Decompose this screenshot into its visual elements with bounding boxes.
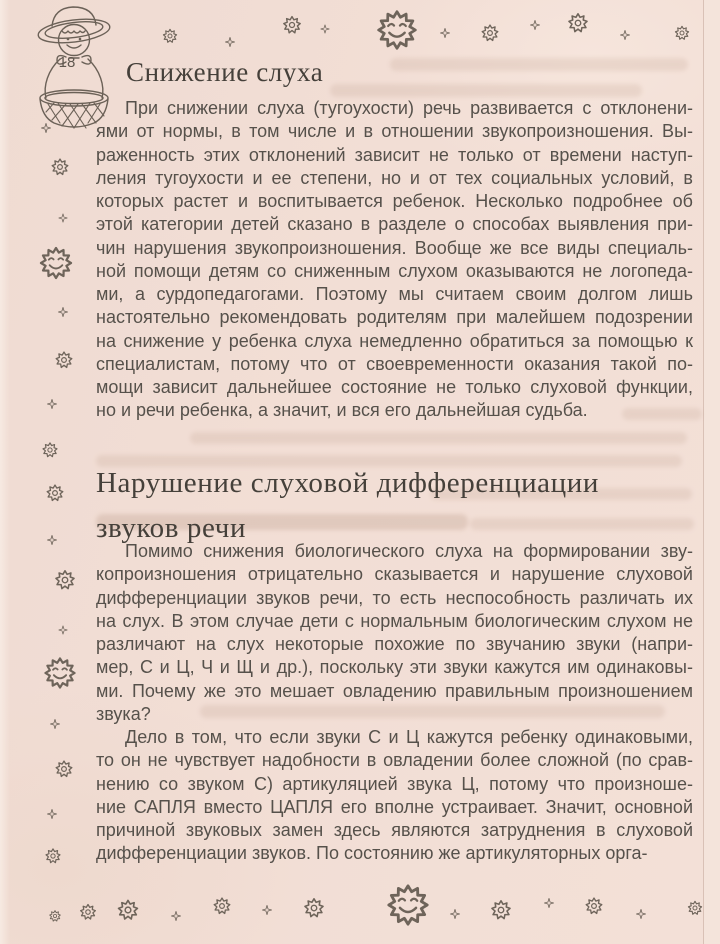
sun-icon [282,15,302,35]
sun-icon [117,899,140,922]
sun-icon [213,897,232,916]
sparkle-icon [58,307,69,318]
smiley-sun-icon [385,882,431,928]
text-line: различают на слух некоторые похожие по звучанию звуки (напри- [96,634,693,654]
text-line: Нарушение слуховой дифференциации [96,467,600,499]
text-line: мощи зависит дальнейшее состояние не только слуховой функции, [96,377,693,397]
text-line: При снижении слуха (тугоухости) речь развивается с отклонени- [125,98,693,118]
text-line: на слух. В этом случае дети с нормальным биологическим слухом не [96,610,693,631]
text-line: нению со звуком С) артикуляцией звука Ц, потому что произноше- [96,773,693,794]
smiley-sun-icon [43,656,78,691]
sparkle-icon [530,20,541,31]
sparkle-icon [50,719,61,730]
sun-icon [55,760,74,779]
section-heading-hearing-loss: Снижение слуха [126,57,324,87]
sparkle-icon [58,213,68,223]
section-heading-auditory-differentiation [96,461,696,551]
text-line: ной помощи детям со сниженным слухом оказываются не логопеда- [96,260,693,281]
sun-icon [42,442,59,459]
paragraph-hearing-loss [96,97,693,423]
text-line: Помимо снижения биологического слуха на формировании зву- [125,541,693,561]
text-line: ями от нормы, в том числе и в отношении звукопроизношения. Вы- [96,121,693,142]
sun-icon [687,900,703,916]
sun-icon [46,484,65,503]
text-line: на снижение у ребенка слуха немедленно обратиться за помощью к [96,330,693,351]
text-line: этой категории детей сказано в разделе о способах выявления при- [96,214,693,235]
sun-icon [490,899,512,921]
sun-icon [51,158,70,177]
sun-icon [162,28,178,44]
sparkle-icon [262,905,273,916]
text-line: ми. Почему же это мешает овладению правильным произношением [96,680,693,701]
sparkle-icon [320,24,330,34]
sun-icon [54,569,76,591]
paragraph-differentiation-example [96,726,693,866]
sun-icon [674,25,690,41]
text-line: Дело в том, что если звуки С и Ц кажутся ребенку одинаковыми, [125,727,693,747]
text-line: то он не чувствует надобности в овладении более сложной (по срав- [96,750,693,771]
text-line: специалистам, потому что от своевременности оказания такой по- [96,353,693,374]
sparkle-icon [47,535,58,546]
sparkle-icon [544,898,555,909]
text-line: но и речи ребенка, а значит, и вся его дальнейшая судьба. [96,400,588,421]
text-line: ления тугоухости и ее степени, но и от тех социальных условий, в [96,167,693,188]
sparkle-icon [450,909,461,920]
bleed-through-text [330,84,642,97]
sparkle-icon [636,909,647,920]
text-line: раженность этих отклонений зависит не только от времени наступ- [96,144,693,165]
text-line: причиной звуковых замен здесь являются затруднения в слуховой [96,820,693,840]
text-line: мер, С и Ц, Ч и Щ и др.), поскольку эти звуки кажутся им одинаковы- [96,657,693,678]
text-line: дифференциации звуков. По состоянию же артикуляторных орга- [96,843,648,864]
sparkle-icon [47,399,58,410]
sun-icon [585,897,604,916]
paragraph-differentiation-intro [96,540,693,726]
sun-icon [303,897,325,919]
sun-icon [481,24,500,43]
sparkle-icon [58,625,68,635]
text-line: дифференциации звуков речи, то есть неспособность различать их [96,587,693,608]
sparkle-icon [47,809,58,820]
text-line: ми, а сурдопедагогами. Поэтому мы считаем своим долгом лишь [96,284,693,304]
page-edge-shadow [703,0,720,944]
smiley-sun-icon [375,8,419,52]
text-line: звуков речи [96,512,247,544]
text-line: настоятельно рекомендовать родителям при малейшем подозрении [96,307,693,328]
sun-icon [49,910,62,923]
text-line: чин нарушения звукопроизношения. Вообще же все виды специаль- [96,237,693,258]
text-line: ние САПЛЯ вместо ЦАПЛЯ его вполне устраивает. Значит, основной [96,796,693,817]
text-line: копроизношения отрицательно сказывается и нарушение слуховой [96,564,693,585]
text-line: звука? [96,703,151,724]
sparkle-icon [440,28,451,39]
sparkle-icon [225,37,236,48]
sun-icon [55,351,74,370]
sun-icon [567,12,589,34]
smiley-sun-icon [38,245,74,281]
page-number: 18 [58,54,76,71]
text-line: которых растет и воспитывается ребенок. Несколько подробнее об [96,191,693,211]
sun-icon [45,848,62,865]
sun-icon [79,903,97,921]
sparkle-icon [620,30,631,41]
bleed-through-text [390,58,688,71]
bleed-through-text [190,432,687,444]
sparkle-icon [171,911,182,922]
